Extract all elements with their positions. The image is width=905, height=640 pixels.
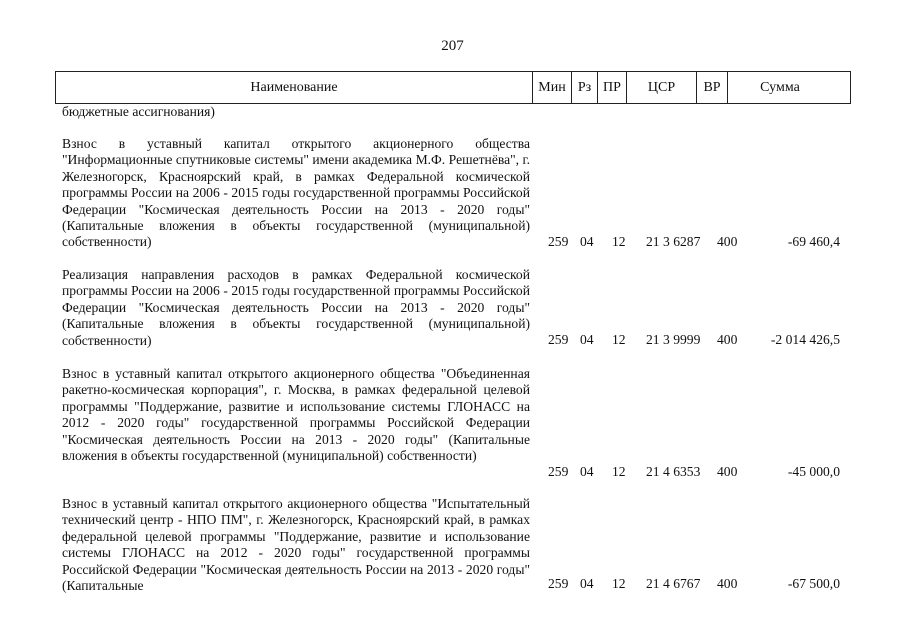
row-codes [62,234,846,252]
row-sum: -45 000,0 [787,464,840,479]
header-sum: Сумма [760,79,800,95]
row-csr: 21 4 6353 [646,464,701,479]
row-description: Взнос в уставный капитал открытого акционерного общества "Информационные спутниковые системы" имени академика М.Ф. Решетнёва", г. Железногорск, Красноярский край, в рамках Федеральной космической программы России на 2006 - 2015 годы государственной программы Российской Федерации "Космическая деятельность России на 2013 - 2020 годы" (Капитальные вложения в объекты государственной (муниципальной) собственности) [62,136,530,250]
row-csr: 21 3 6287 [646,234,701,249]
header-min: Мин [533,72,572,103]
page-number: 207 [441,38,464,54]
table-row [62,366,852,479]
row-min: 259 [548,234,569,249]
row-min: 259 [548,576,569,591]
row-vr: 400 [717,234,738,249]
header-pr: ПР [598,72,627,103]
table-row [62,267,852,349]
row-codes [62,332,846,350]
carryover-text: бюджетные ассигнования) [62,104,215,119]
row-rz: 04 [580,576,594,591]
table-row [62,496,852,594]
row-min: 259 [548,332,569,347]
header-csr: ЦСР [627,72,697,103]
row-description: Взнос в уставный капитал открытого акционерного общества "Испытательный технический центр - НПО ПМ", г. Железногорск, Красноярский край, в рамках федеральной целевой программы "Поддержание, развитие и использование системы ГЛОНАСС на 2012 - 2020 годы" государственной программы Российской Федерации "Космическая деятельность России на 2013 - 2020 годы" (Капитальные [62,496,530,594]
row-vr: 400 [717,464,738,479]
row-description: Реализация направления расходов в рамках Федеральной космической программы России на 2006 - 2015 годы государственной программы Российской Федерации "Космическая деятельность России на 2013 - 2020 годы" (Капитальные вложения в объекты государственной (муниципальной) собственности) [62,267,530,348]
table-header [55,71,851,104]
row-pr: 12 [612,332,626,347]
row-vr: 400 [717,332,738,347]
row-codes [62,464,846,482]
row-description: Взнос в уставный капитал открытого акционерного общества "Объединенная ракетно-космическая корпорация", г. Москва, в рамках федеральной целевой программы "Поддержание, развитие и использование системы ГЛОНАСС на 2012 - 2020 годы" государственной программы Российской Федерации "Космическая деятельность России на 2013 - 2020 годы" (Капитальные вложения в объекты государственной (муниципальной) собственности) [62,366,530,464]
row-csr: 21 4 6767 [646,576,701,591]
row-pr: 12 [612,464,626,479]
row-pr: 12 [612,576,626,591]
row-csr: 21 3 9999 [646,332,701,347]
table-row [62,136,852,251]
row-codes [62,576,846,594]
header-name: Наименование [56,72,533,103]
row-pr: 12 [612,234,626,249]
row-sum: -69 460,4 [787,234,840,249]
row-sum: -2 014 426,5 [770,332,840,347]
row-rz: 04 [580,234,594,249]
header-rz: Рз [572,72,598,103]
row-min: 259 [548,464,569,479]
row-sum: -67 500,0 [787,576,840,591]
row-rz: 04 [580,464,594,479]
row-vr: 400 [717,576,738,591]
header-vr: ВР [697,72,728,103]
row-rz: 04 [580,332,594,347]
